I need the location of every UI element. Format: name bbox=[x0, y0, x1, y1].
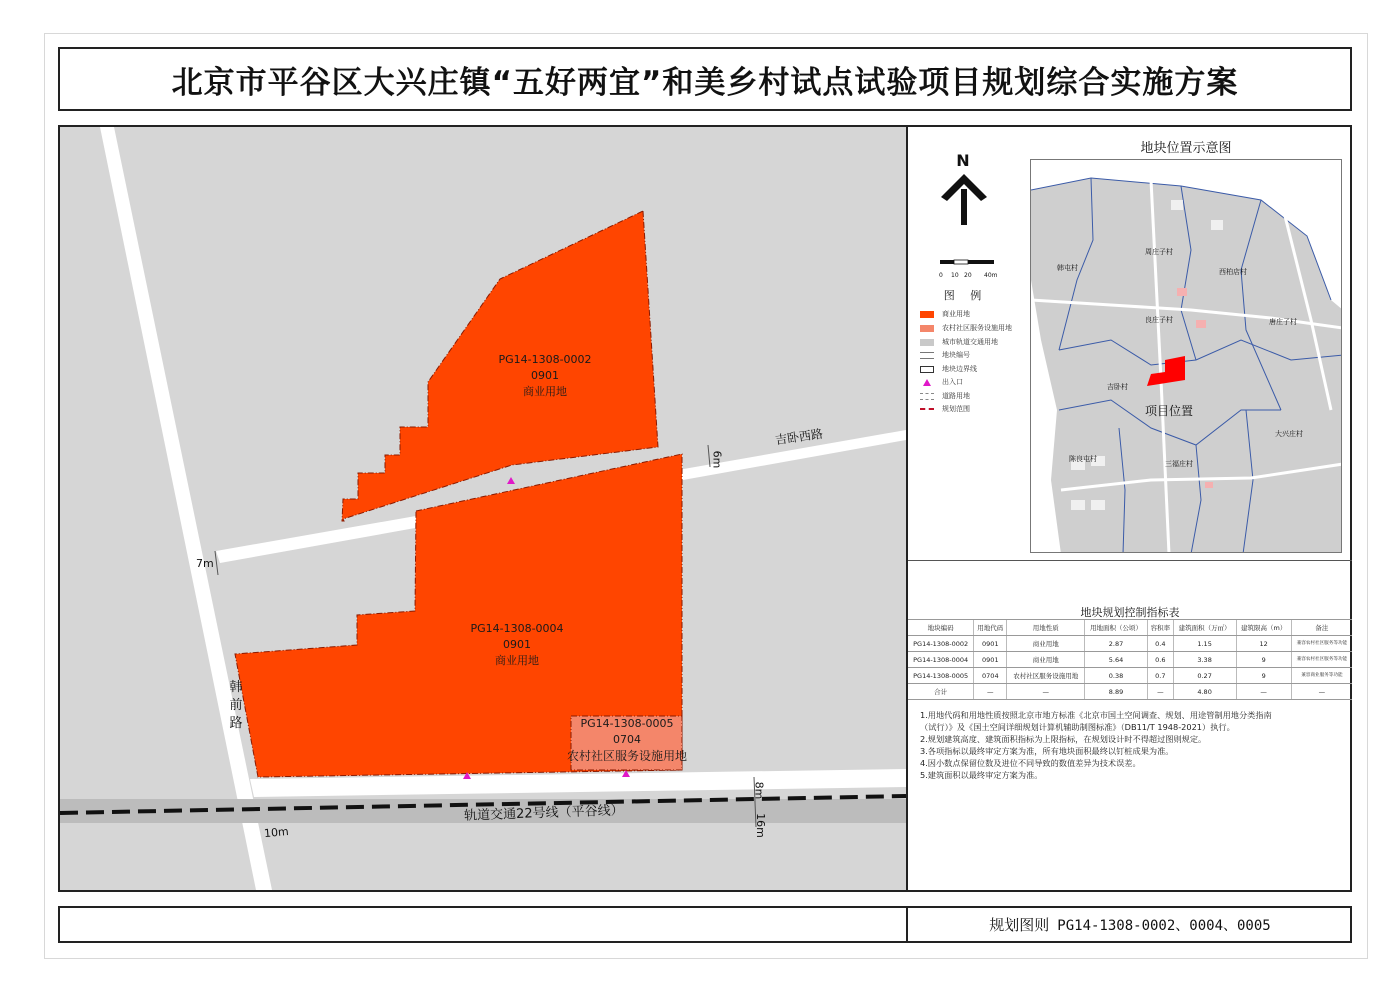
control-table-title: 地块规划控制指标表 bbox=[1080, 606, 1180, 619]
width-label-hanqian-upper: 7m bbox=[196, 557, 214, 570]
note-line: 3.各项指标以最终审定方案为准，所有地块面积最终以钉桩成果为准。 bbox=[920, 746, 1174, 756]
north-label: N bbox=[956, 151, 970, 170]
table-total-row: 合计 — — 8.89 — 4.80 — — bbox=[908, 684, 1352, 700]
width-label-rail-lower: 16m bbox=[753, 813, 767, 838]
footer-divider bbox=[906, 906, 908, 943]
scale-bar-graphic bbox=[940, 258, 996, 268]
boundary-swatch bbox=[920, 366, 934, 373]
parcel-use-code: 0901 bbox=[503, 638, 531, 651]
village-label: 良庄子村 bbox=[1145, 316, 1173, 324]
scope-swatch bbox=[920, 408, 934, 410]
parcel-id: PG14-1308-0004 bbox=[470, 622, 564, 635]
parcel-use-name: 农村社区服务设施用地 bbox=[566, 749, 687, 763]
north-arrow-icon bbox=[938, 171, 990, 227]
parcel-use-name: 商业用地 bbox=[495, 654, 539, 667]
parcel-label-0002 bbox=[470, 352, 620, 400]
table-row: PG14-1308-0002 0901 商业用地 2.87 0.4 1.15 12 兼容农村社区服务等功能 bbox=[908, 636, 1352, 652]
village-label: 周庄子村 bbox=[1145, 248, 1173, 256]
page-title: 北京市平谷区大兴庄镇“五好两宜”和美乡村试点试验项目规划综合实施方案 bbox=[171, 64, 1239, 101]
village-label: 陈良屯村 bbox=[1069, 455, 1097, 463]
site-plan-svg bbox=[60, 127, 906, 890]
project-location-label: 项目位置 bbox=[1145, 404, 1194, 418]
commercial-swatch bbox=[920, 311, 934, 318]
village-label: 西柏店村 bbox=[1219, 268, 1247, 276]
village-label: 大兴庄村 bbox=[1275, 430, 1303, 438]
village-label: 三福庄村 bbox=[1165, 460, 1193, 468]
village-label: 韩屯村 bbox=[1057, 264, 1078, 272]
scale-bar bbox=[940, 253, 996, 281]
village-label: 吉卧村 bbox=[1107, 383, 1128, 391]
drawing-code-value: PG14-1308-0002、0004、0005 bbox=[1057, 917, 1271, 934]
width-label-hanqian-lower: 10m bbox=[263, 824, 290, 841]
parcel-id: PG14-1308-0002 bbox=[498, 353, 592, 366]
control-table bbox=[908, 619, 1352, 700]
drawing-code-label: 规划图则 bbox=[989, 916, 1050, 934]
width-label-rail-upper: 8m bbox=[752, 781, 766, 800]
note-line: 5.建筑面积以最终审定方案为准。 bbox=[920, 770, 1043, 780]
legend-item-road: 道路用地 bbox=[920, 390, 970, 402]
title-box bbox=[58, 47, 1352, 111]
community-swatch bbox=[920, 325, 934, 332]
parcel-label-0004 bbox=[442, 621, 592, 669]
legend-item-rail-land: 城市轨道交通用地 bbox=[920, 336, 998, 348]
legend-column bbox=[908, 127, 1023, 557]
road-swatch bbox=[920, 393, 934, 400]
location-map-title: 地块位置示意图 bbox=[1140, 141, 1232, 156]
width-label-jiwo: 6m bbox=[710, 450, 724, 469]
legend-item-entrance: 出入口 bbox=[920, 376, 963, 388]
note-line: 1.用地代码和用地性质按照北京市地方标准《北京市国土空间调查、规划、用途管制用地分类指南 bbox=[920, 710, 1272, 720]
rail-name: 轨道交通22号线（平谷线） bbox=[463, 803, 624, 824]
legend-item-scope: 规划范围 bbox=[920, 403, 970, 415]
parcel-use-name: 商业用地 bbox=[523, 385, 567, 398]
road-name-hanqian: 韩 前 路 bbox=[229, 680, 243, 731]
village-label: 唐庄子村 bbox=[1269, 318, 1297, 326]
legend-item-community: 农村社区服务设施用地 bbox=[920, 322, 1012, 334]
site-plan-map bbox=[60, 127, 906, 890]
note-line: 2.规划建筑高度、建筑面积指标为上限指标，在规划设计时不得超过图则规定。 bbox=[920, 734, 1207, 744]
drawing-code bbox=[910, 906, 1350, 943]
table-header-row: 地块编码 用地代码 用地性质 用地面积（公顷） 容积率 建筑面积（万㎡） 建筑限高（m） 备注 bbox=[908, 620, 1352, 636]
parcel-label-0005 bbox=[556, 716, 698, 764]
plan-notes bbox=[920, 709, 1345, 781]
legend-item-boundary: 地块边界线 bbox=[920, 363, 977, 375]
panel-separator bbox=[908, 560, 1352, 561]
table-row: PG14-1308-0005 0704 农村社区服务设施用地 0.38 0.7 0.27 9 兼容商业服务等功能 bbox=[908, 668, 1352, 684]
parcel-id-swatch bbox=[920, 352, 934, 359]
scale-ticks: 0 10 20 40m bbox=[939, 272, 998, 279]
note-line: （试行）》及《国土空间详细规划计算机辅助制图标准》（DB11/T 1948-2021）执行。 bbox=[920, 722, 1235, 732]
parcel-use-code: 0704 bbox=[613, 733, 641, 746]
road-name-jiwo: 吉卧西路 bbox=[774, 426, 824, 448]
table-row: PG14-1308-0004 0901 商业用地 5.64 0.6 3.38 9 兼容农村社区服务等功能 bbox=[908, 652, 1352, 668]
info-panel bbox=[908, 127, 1352, 890]
location-map bbox=[1030, 159, 1342, 553]
entrance-icon bbox=[920, 379, 934, 386]
parcel-id: PG14-1308-0005 bbox=[580, 717, 674, 730]
legend-item-commercial: 商业用地 bbox=[920, 308, 970, 320]
rail-land-swatch bbox=[920, 339, 934, 346]
legend-item-parcel-id: 地块编号 bbox=[920, 349, 970, 361]
location-map-svg bbox=[1031, 160, 1342, 553]
legend-title: 图 例 bbox=[943, 289, 988, 302]
parcel-use-code: 0901 bbox=[531, 369, 559, 382]
note-line: 4.因小数点保留位数及进位不同导致的数值差异为技术误差。 bbox=[920, 758, 1141, 768]
